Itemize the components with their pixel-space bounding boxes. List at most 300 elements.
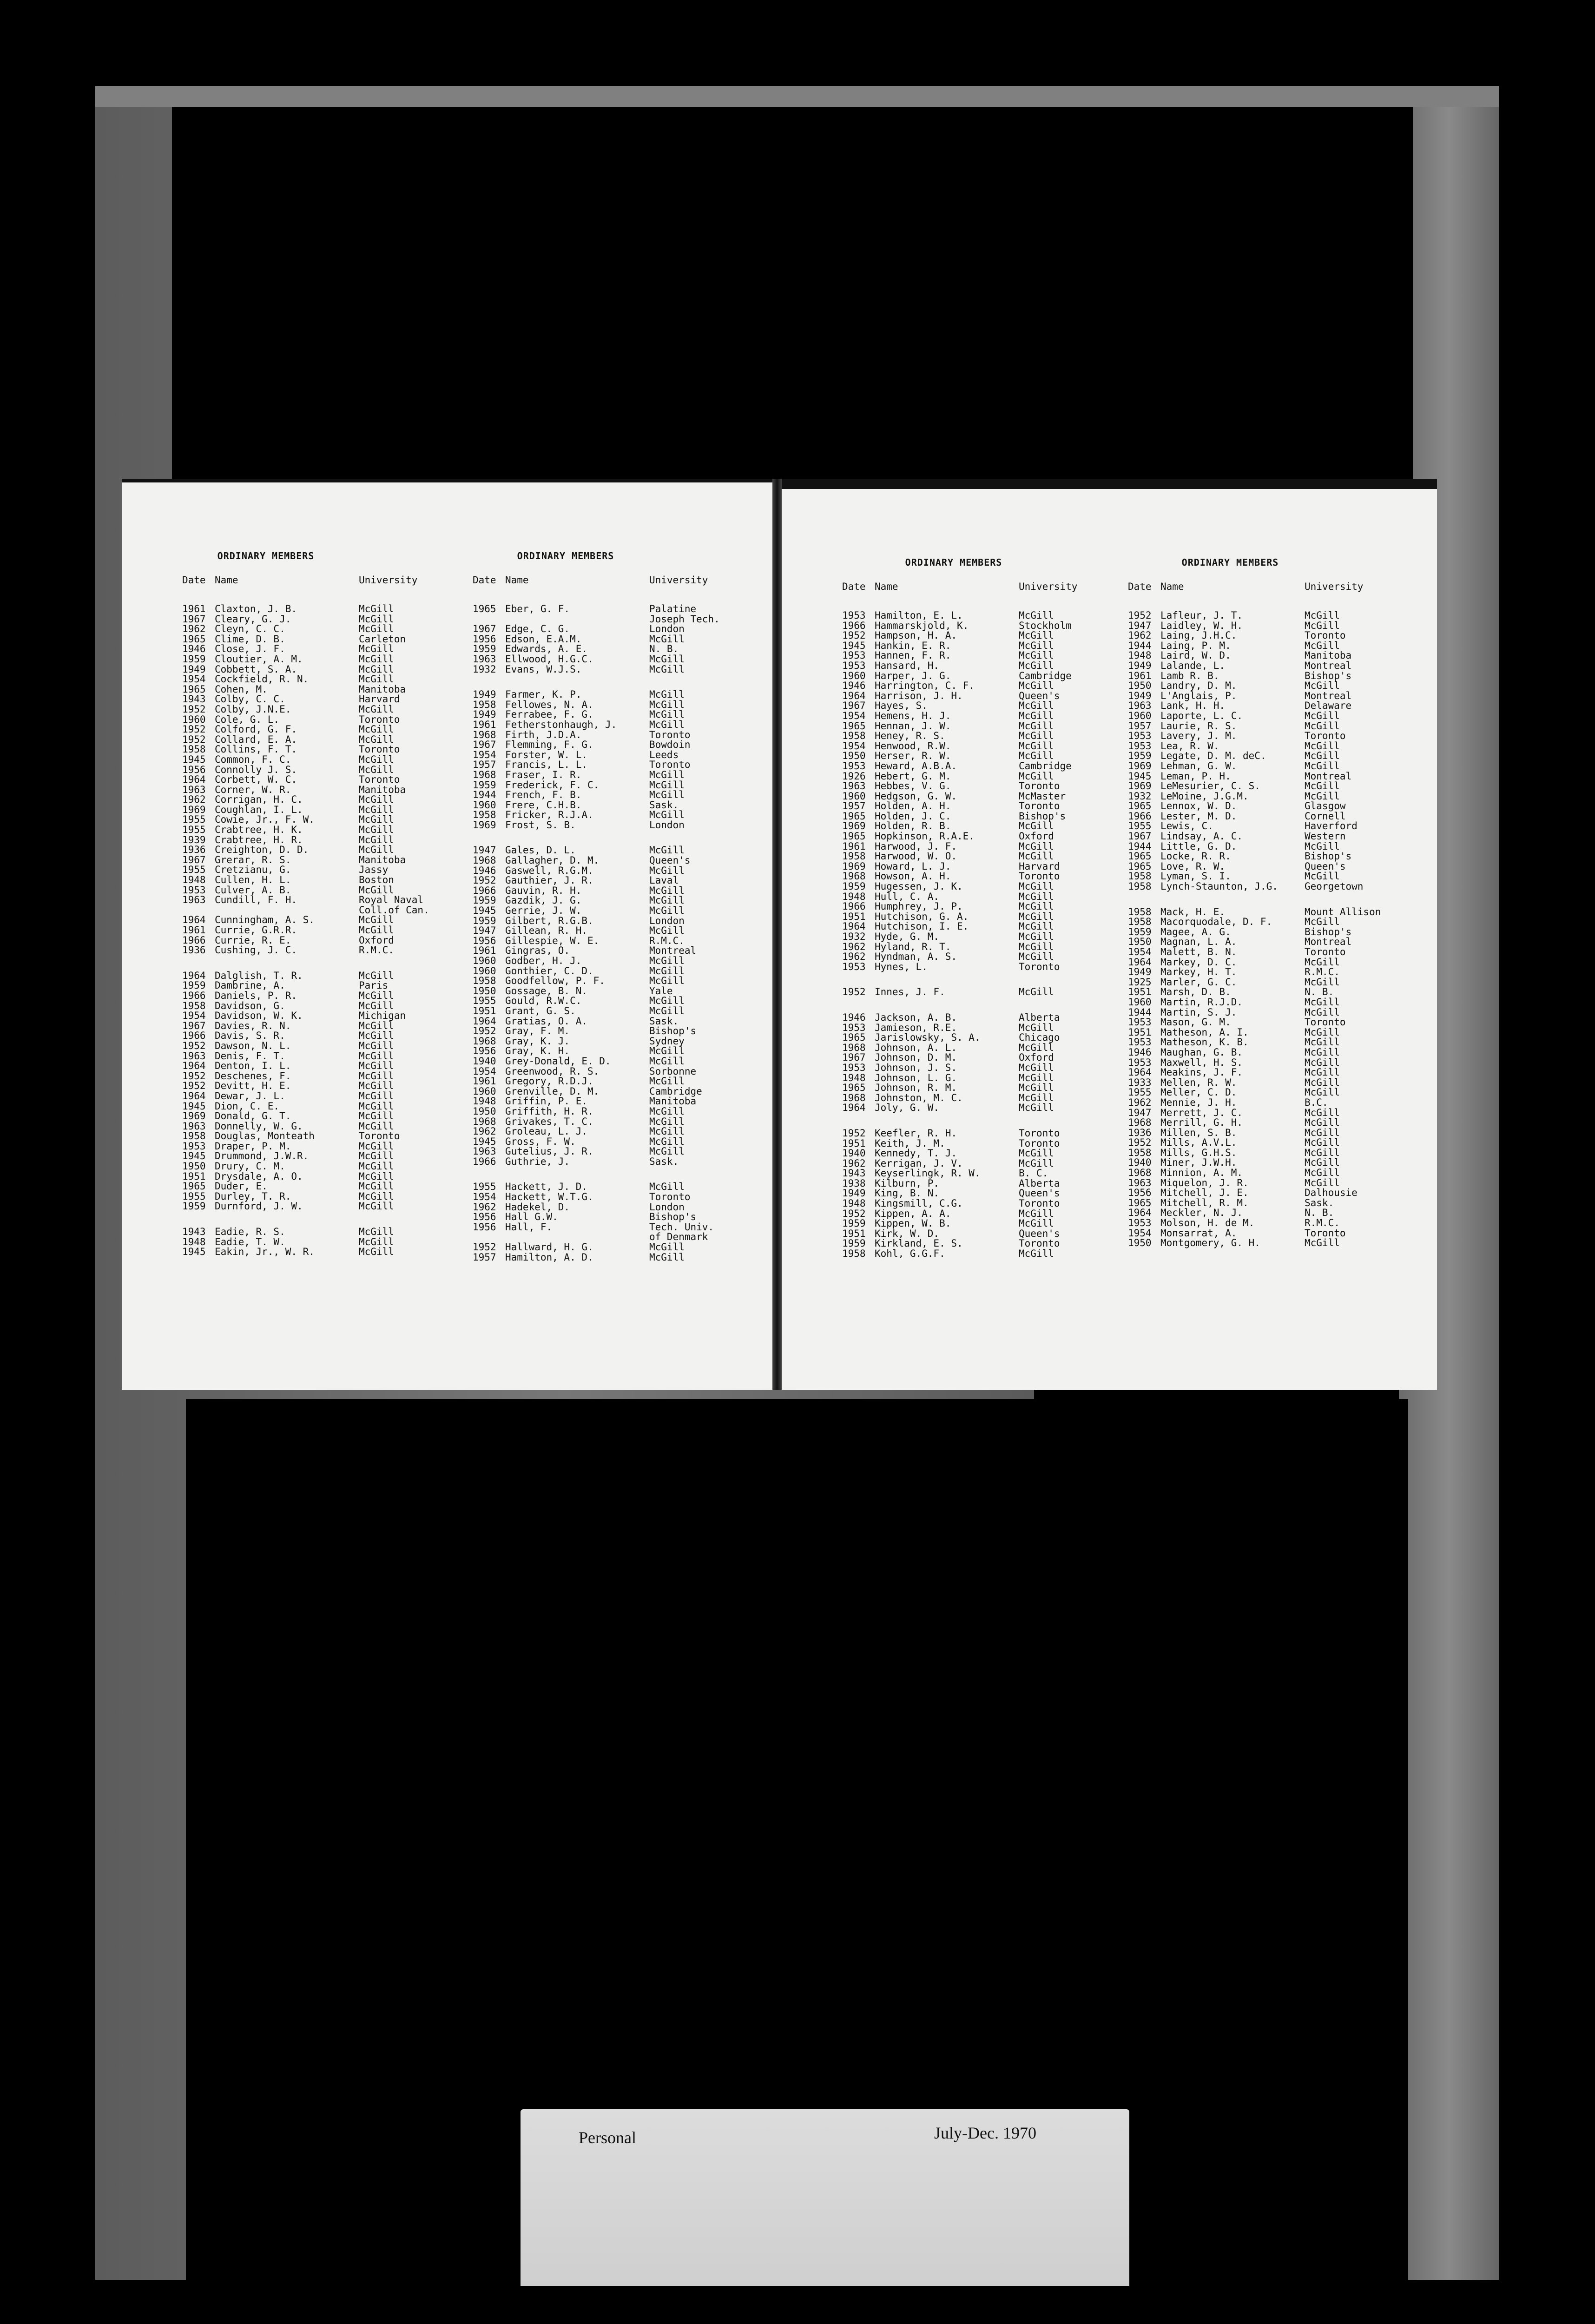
header-date: Date — [182, 574, 206, 586]
member-date: 1967 — [842, 700, 866, 712]
member-name: Dewar, J. L. — [215, 1090, 285, 1102]
member-university: McGill — [1305, 680, 1340, 692]
member-university: McGill — [649, 975, 685, 987]
member-name: Hankin, E. R. — [875, 640, 951, 651]
member-name: Davis, S. R. — [215, 1030, 285, 1042]
member-date: 1956 — [473, 1211, 496, 1223]
member-date: 1948 — [842, 1198, 866, 1209]
member-date: 1944 — [473, 789, 496, 801]
member-university: McGill — [649, 1055, 685, 1067]
member-name: Henwood, R.W. — [875, 740, 951, 752]
member-university: Queen's — [649, 855, 691, 866]
column-1 — [182, 482, 429, 1258]
member-date: 1963 — [1128, 700, 1152, 712]
member-university: Toronto — [1019, 780, 1060, 792]
member-date: 1944 — [1128, 840, 1152, 852]
member-name: Hamilton, A. D. — [505, 1251, 593, 1263]
member-university: McGill — [649, 769, 685, 780]
member-university: McGill — [1019, 1102, 1054, 1114]
member-date: 1947 — [1128, 620, 1152, 631]
member-university: Leeds — [649, 749, 679, 760]
right-page — [782, 489, 1437, 1390]
member-date: 1951 — [182, 1170, 206, 1182]
member-name: Cretzianu, G. — [215, 864, 291, 876]
member-university: McGill — [1305, 760, 1340, 772]
member-date: 1952 — [182, 1040, 206, 1051]
member-date: 1932 — [473, 663, 496, 675]
member-name: Edge, C. G. — [505, 623, 570, 635]
member-name: Gallagher, D. M. — [505, 855, 600, 866]
member-date: 1953 — [842, 660, 866, 671]
member-date: 1958 — [1128, 1147, 1152, 1158]
member-date: 1962 — [182, 794, 206, 805]
member-university: McGill — [649, 689, 685, 700]
member-name: Howson, A. H. — [875, 871, 951, 882]
member-university: Toronto — [359, 713, 400, 725]
member-date: 1965 — [842, 1082, 866, 1094]
member-name: Holden, A. H. — [875, 800, 951, 812]
member-university: McGill — [359, 990, 394, 1001]
member-date: 1954 — [1128, 1227, 1152, 1239]
member-date: 1952 — [842, 630, 866, 641]
member-date: 1953 — [842, 1022, 866, 1033]
member-university: Harvard — [1019, 860, 1060, 872]
member-date: 1952 — [842, 1127, 866, 1139]
member-university: Toronto — [649, 729, 691, 740]
member-date: 1962 — [842, 951, 866, 963]
member-name: Holden, R. B. — [875, 820, 951, 832]
member-university: Toronto — [1019, 871, 1060, 882]
member-university: Bishop's — [1019, 810, 1066, 822]
member-date: 1940 — [842, 1148, 866, 1159]
member-name: Leman, P. H. — [1160, 770, 1231, 782]
member-date: 1952 — [182, 1080, 206, 1092]
member-university: Tech. Univ. — [649, 1221, 714, 1233]
member-university: McGill — [1019, 851, 1054, 862]
member-name: Hedgson, G. W. — [875, 790, 957, 802]
member-university: Cambridge — [649, 1085, 702, 1097]
member-date: 1963 — [182, 784, 206, 795]
member-date: 1955 — [182, 824, 206, 836]
member-name: Currie, R. E. — [215, 934, 291, 946]
member-name: Cullen, H. L. — [215, 874, 291, 886]
member-date: 1948 — [473, 1096, 496, 1107]
member-name: Heward, A.B.A. — [875, 760, 957, 772]
member-university: Palatine — [649, 603, 697, 614]
member-university: McGill — [359, 663, 394, 675]
member-date: 1952 — [473, 1241, 496, 1253]
member-name: Lynch-Staunton, J.G. — [1160, 881, 1278, 892]
member-date: 1963 — [1128, 1177, 1152, 1188]
column-title: ORDINARY MEMBERS — [517, 550, 614, 561]
member-university: Toronto — [1019, 1137, 1060, 1149]
member-name: Gray, K. H. — [505, 1045, 570, 1057]
member-date: 1959 — [473, 895, 496, 906]
member-name: Cowie, Jr., F. W. — [215, 814, 315, 825]
member-name: Creighton, D. D. — [215, 844, 309, 856]
member-name: Cockfield, R. N. — [215, 673, 309, 685]
member-university: Sask. — [649, 1015, 679, 1027]
member-name: L'Anglais, P. — [1160, 690, 1237, 701]
member-university: McGill — [649, 1005, 685, 1017]
member-name: Gauthier, J. R. — [505, 875, 593, 886]
member-university: Mount Allison — [1305, 906, 1381, 918]
member-university: Queen's — [1305, 860, 1346, 872]
member-university: McGill — [1305, 620, 1340, 631]
member-university: Chicago — [1019, 1032, 1060, 1043]
member-university: McGill — [359, 1201, 394, 1212]
member-date: 1969 — [842, 860, 866, 872]
member-name: Drury, C. M. — [215, 1161, 285, 1172]
member-date: 1965 — [182, 683, 206, 695]
member-date: 1965 — [182, 633, 206, 645]
member-name: Johnson, A. L. — [875, 1042, 957, 1053]
header-date: Date — [842, 581, 866, 592]
member-name: Laing, J.H.C. — [1160, 630, 1237, 641]
member-date: 1968 — [842, 1042, 866, 1053]
member-name: Jamieson, R.E. — [875, 1022, 957, 1033]
member-date: 1960 — [473, 955, 496, 966]
member-date: 1945 — [182, 1150, 206, 1162]
member-name: Gauvin, R. H. — [505, 885, 582, 896]
member-name: Francis, L. L. — [505, 759, 588, 771]
member-name: Godber, H. J. — [505, 955, 582, 966]
member-date: 1945 — [182, 753, 206, 765]
member-university: Toronto — [359, 744, 400, 755]
member-university: McGill — [359, 1181, 394, 1192]
member-date: 1957 — [842, 800, 866, 812]
member-university: Toronto — [1305, 1227, 1346, 1239]
member-university: Laval — [649, 875, 679, 886]
member-date: 1946 — [182, 643, 206, 655]
member-name: Drysdale, A. O. — [215, 1170, 303, 1182]
member-name: Mitchell, J. E. — [1160, 1187, 1249, 1199]
member-name: Groleau, L. J. — [505, 1126, 588, 1137]
member-university: McGill — [1019, 750, 1054, 762]
member-name: Jarislowsky, S. A. — [875, 1032, 981, 1043]
member-date: 1940 — [473, 1055, 496, 1067]
member-university: McGill — [1305, 871, 1340, 882]
member-date: 1964 — [473, 1015, 496, 1027]
column-2 — [473, 482, 720, 1263]
member-date: 1966 — [473, 1155, 496, 1167]
member-university: McGill — [1305, 1046, 1340, 1058]
member-name: Gilbert, R.G.B. — [505, 915, 593, 926]
member-name: Hennan, J. W. — [875, 720, 951, 732]
member-university: McGill — [649, 995, 685, 1007]
member-name: Meckler, N. J. — [1160, 1207, 1243, 1219]
member-university: McGill — [1019, 610, 1054, 621]
member-university: Montreal — [1305, 690, 1352, 701]
member-date: 1965 — [842, 831, 866, 842]
member-university: Oxford — [1019, 831, 1054, 842]
member-name: Gaswell, R.G.M. — [505, 865, 593, 876]
member-name: Hampson, H. A. — [875, 630, 957, 641]
member-university: Toronto — [359, 1130, 400, 1142]
member-date: 1936 — [1128, 1127, 1152, 1138]
member-name: Firth, J.D.A. — [505, 729, 582, 740]
member-university: McGill — [359, 1170, 394, 1182]
member-university: London — [649, 623, 685, 635]
member-university: Bishop's — [649, 1211, 697, 1223]
member-name: LeMesurier, C. S. — [1160, 780, 1260, 792]
member-date: 1954 — [842, 710, 866, 721]
member-name: Hynes, L. — [875, 961, 928, 972]
member-date: 1960 — [473, 799, 496, 811]
member-date: 1948 — [842, 1072, 866, 1083]
member-name: Laird, W. D. — [1160, 650, 1231, 661]
member-university: McGill — [359, 613, 394, 625]
member-name: Deschenes, F. — [215, 1070, 291, 1082]
member-university: Haverford — [1305, 820, 1358, 832]
member-university: McGill — [359, 623, 394, 635]
member-date: 1965 — [1128, 860, 1152, 872]
header-name: Name — [875, 581, 898, 592]
member-date: 1946 — [842, 680, 866, 692]
member-date: 1965 — [182, 1181, 206, 1192]
member-date: 1969 — [1128, 760, 1152, 772]
member-date: 1959 — [842, 1238, 866, 1249]
member-date: 1958 — [1128, 906, 1152, 918]
member-date: 1959 — [842, 1218, 866, 1229]
member-date: 1968 — [842, 1092, 866, 1103]
member-university: McGill — [649, 965, 685, 977]
member-name: Gould, R.W.C. — [505, 995, 582, 1007]
member-university: McGill — [649, 905, 685, 917]
member-date: 1951 — [1128, 986, 1152, 998]
member-university: Alberta — [1019, 1177, 1060, 1189]
header-university: University — [1305, 581, 1364, 592]
member-university: Carleton — [359, 633, 406, 645]
member-university: McMaster — [1019, 790, 1066, 802]
member-university: Glasgow — [1305, 800, 1346, 812]
member-university: Toronto — [1019, 1198, 1060, 1209]
member-date: 1951 — [842, 911, 866, 922]
member-date: 1957 — [473, 1251, 496, 1263]
member-date: 1949 — [1128, 966, 1152, 978]
member-university: McGill — [359, 914, 394, 926]
member-university: McGill — [359, 824, 394, 836]
member-university: Toronto — [1305, 1017, 1346, 1028]
member-name: Currie, G.R.R. — [215, 924, 297, 936]
header-date: Date — [473, 574, 496, 586]
member-name: Laing, P. M. — [1160, 640, 1231, 651]
member-name: Cohen, M. — [215, 683, 268, 695]
member-date: 1962 — [1128, 630, 1152, 641]
member-name: Eakin, Jr., W. R. — [215, 1246, 315, 1258]
member-university: Yale — [649, 985, 673, 997]
member-date: 1967 — [182, 613, 206, 625]
member-date: 1969 — [473, 819, 496, 831]
member-name: Eadie, T. W. — [215, 1236, 285, 1248]
member-name: Innes, J. F. — [875, 986, 945, 998]
member-name: Duder, E. — [215, 1181, 268, 1192]
member-name: Cleyn, C. C. — [215, 623, 285, 635]
member-date: 1953 — [182, 884, 206, 896]
member-name: Hyland, R. T. — [875, 941, 951, 952]
member-name: Minnion, A. M. — [1160, 1167, 1243, 1179]
member-date: 1952 — [1128, 1137, 1152, 1149]
member-university: McGill — [1019, 986, 1054, 998]
member-name: Griffin, P. E. — [505, 1096, 588, 1107]
member-date: 1950 — [842, 750, 866, 762]
member-university: McGill — [359, 814, 394, 825]
member-university: Toronto — [1019, 1127, 1060, 1139]
member-date: 1944 — [1128, 1006, 1152, 1018]
member-university: Toronto — [1019, 961, 1060, 972]
member-date: 1956 — [473, 935, 496, 946]
member-university: Alberta — [1019, 1011, 1060, 1023]
member-university: McGill — [649, 1116, 685, 1127]
member-name: Millen, S. B. — [1160, 1127, 1237, 1138]
member-date: 1958 — [842, 851, 866, 862]
member-university: McGill — [359, 764, 394, 775]
member-university: McGill — [359, 794, 394, 805]
member-date: 1965 — [842, 1032, 866, 1043]
member-name: Johnson, R. M. — [875, 1082, 957, 1094]
member-name: Crabtree, H. K. — [215, 824, 303, 836]
member-name: Harwood, J. F. — [875, 840, 957, 852]
member-university: McGill — [359, 1236, 394, 1248]
member-name: Corbett, W. C. — [215, 774, 297, 786]
member-university: McGill — [1305, 1127, 1340, 1138]
member-date: 1949 — [473, 689, 496, 700]
member-date: 1965 — [473, 603, 496, 614]
member-date: 1943 — [182, 1226, 206, 1238]
member-university: McGill — [649, 1241, 685, 1253]
member-name: Mitchell, R. M. — [1160, 1197, 1249, 1208]
member-date: 1964 — [842, 1102, 866, 1114]
member-date: 1961 — [1128, 670, 1152, 681]
member-date: 1964 — [1128, 956, 1152, 968]
member-name: Hammarskjold, K. — [875, 620, 969, 631]
member-name: Lamb R. B. — [1160, 670, 1219, 681]
member-date: 1953 — [1128, 1056, 1152, 1068]
member-university: McGill — [1305, 916, 1340, 928]
member-name: Harper, J. G. — [875, 670, 951, 681]
member-name: Johnson, D. M. — [875, 1052, 957, 1063]
member-university: McGill — [1305, 1026, 1340, 1038]
member-date: 1959 — [842, 881, 866, 892]
member-university: McGill — [1305, 1167, 1340, 1179]
member-date: 1960 — [473, 965, 496, 977]
member-name: Durnford, J. W. — [215, 1201, 303, 1212]
column-3 — [842, 489, 1078, 1260]
member-date: 1967 — [842, 1052, 866, 1063]
member-date: 1956 — [473, 633, 496, 645]
label-category: Personal — [579, 2128, 636, 2147]
member-date: 1963 — [182, 894, 206, 906]
member-name: Hutchison, G. A. — [875, 911, 969, 922]
member-date: 1963 — [842, 780, 866, 792]
member-name: Cloutier, A. M. — [215, 653, 303, 665]
member-name: Colford, G. F. — [215, 724, 297, 735]
member-university: McGill — [1019, 630, 1054, 641]
member-name: Grerar, R. S. — [215, 854, 291, 865]
member-date: 1936 — [182, 844, 206, 856]
member-university: Manitoba — [1305, 650, 1352, 661]
member-university: McGill — [359, 1080, 394, 1092]
member-university: McGill — [649, 1076, 685, 1087]
member-date: 1960 — [842, 670, 866, 681]
member-name: Mills, A.V.L. — [1160, 1137, 1237, 1149]
member-date: 1964 — [182, 1090, 206, 1102]
member-name: Hadekel, D. — [505, 1201, 570, 1213]
member-date: 1959 — [182, 653, 206, 665]
member-university: Montreal — [1305, 660, 1352, 671]
member-name: Hayes, S. — [875, 700, 928, 712]
member-university: McGill — [649, 925, 685, 937]
member-date: 1956 — [473, 1221, 496, 1233]
member-university: R.M.C. — [359, 944, 394, 956]
member-date: 1956 — [1128, 1187, 1152, 1199]
member-name: Goodfellow, P. F. — [505, 975, 605, 987]
member-name: Howard, L. J. — [875, 860, 951, 872]
member-date: 1953 — [1128, 740, 1152, 752]
member-university: Harvard — [359, 693, 400, 705]
member-date: 1950 — [182, 1161, 206, 1172]
member-university: McGill — [1019, 640, 1054, 651]
booklet-spine — [772, 479, 782, 1390]
member-name: Gratias, O. A. — [505, 1015, 588, 1027]
member-university: Jassy — [359, 864, 389, 876]
member-date: 1945 — [1128, 770, 1152, 782]
member-name: Jackson, A. B. — [875, 1011, 957, 1023]
member-name: Markey, H. T. — [1160, 966, 1237, 978]
member-name: Hackett, J. D. — [505, 1181, 588, 1193]
member-date: 1966 — [182, 1030, 206, 1042]
member-name: French, F. B. — [505, 789, 582, 801]
member-university: McGill — [1305, 710, 1340, 721]
member-name: Lehman, G. W. — [1160, 760, 1237, 772]
member-name: Farmer, K. P. — [505, 689, 582, 700]
member-date: 1954 — [473, 1065, 496, 1077]
member-date: 1965 — [842, 720, 866, 732]
member-name: Locke, R. R. — [1160, 851, 1231, 862]
member-university: McGill — [1019, 1072, 1054, 1083]
member-university: McGill — [359, 703, 394, 715]
member-name: Donnelly, W. G. — [215, 1120, 303, 1132]
member-date: 1955 — [182, 1190, 206, 1202]
member-date: 1959 — [1128, 926, 1152, 938]
member-university: McGill — [359, 1190, 394, 1202]
member-name: Lennox, W. D. — [1160, 800, 1237, 812]
column-4 — [1128, 489, 1381, 1249]
member-university: McGill — [359, 603, 394, 614]
member-date: 1954 — [842, 740, 866, 752]
member-university: Toronto — [1305, 730, 1346, 742]
member-name: Laurie, R. S. — [1160, 720, 1237, 732]
member-date: 1925 — [1128, 976, 1152, 988]
member-university: McGill — [1305, 1087, 1340, 1098]
member-name: Merrett, J. C. — [1160, 1107, 1243, 1118]
member-name: Dawson, N. L. — [215, 1040, 291, 1051]
member-date: 1950 — [473, 1105, 496, 1117]
member-university: McGill — [1019, 901, 1054, 912]
member-date: 1947 — [473, 925, 496, 937]
member-name: Dion, C. E. — [215, 1100, 280, 1112]
member-name: Hebbes, V. G. — [875, 780, 951, 792]
member-university: McGill — [1305, 790, 1340, 802]
member-name: Macorquodale, D. F. — [1160, 916, 1272, 928]
member-university: McGill — [1019, 1208, 1054, 1219]
member-university: Queen's — [1019, 1228, 1060, 1239]
member-date: 1967 — [182, 854, 206, 865]
member-name: Kirkland, E. S. — [875, 1238, 963, 1249]
member-university: McGill — [649, 809, 685, 821]
label-date-range: July-Dec. 1970 — [934, 2124, 1036, 2142]
member-university: McGill — [649, 1251, 685, 1263]
